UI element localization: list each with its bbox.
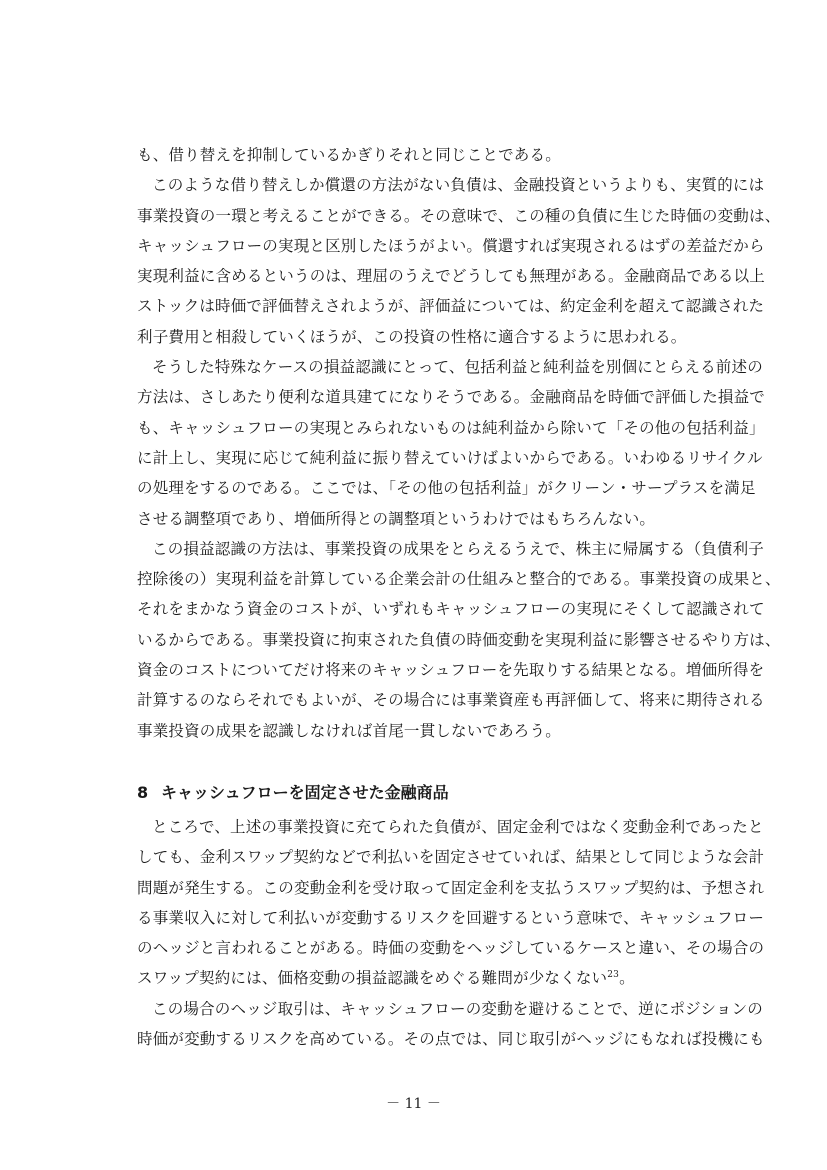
text-segment: 。: [619, 969, 635, 988]
text-line: この場合のヘッジ取引は、キャッシュフローの変動を避けることで、逆にポジションの: [152, 999, 763, 1018]
text-line-with-footnote: [137, 963, 782, 993]
section-heading: [137, 778, 782, 808]
text-line: しても、金利スワップ契約などで利払いを固定させていれば、結果として同じような会計: [137, 848, 765, 867]
text-line: この損益認識の方法は、事業投資の成果をとらえるうえで、株主に帰属する（負債利子: [152, 539, 764, 558]
text-line: 時価が変動するリスクを高めている。その点では、同じ取引がヘッジにもなれば投機にも: [137, 1030, 765, 1049]
text-line: いるからである。事業投資に拘束された負債の時価変動を実現利益に影響させるやり方は、: [137, 630, 781, 649]
page-number: － 11 －: [386, 1096, 441, 1112]
text-line: ストックは時価で評価替えされようが、評価益については、約定金利を超えて認識された: [137, 297, 765, 316]
text-line: の処理をするのである。ここでは、「その他の包括利益」がクリーン・サープラスを満足: [137, 479, 756, 498]
text-line: 資金のコストについてだけ将来のキャッシュフローを先取りする結果となる。増価所得を: [137, 661, 765, 680]
footnote-marker[interactable]: 23: [607, 970, 620, 981]
text-line: そうした特殊なケースの損益認識にとって、包括利益と純利益を別個にとらえる前述の: [152, 358, 763, 377]
text-line: 事業投資の一環と考えることができる。その意味で、この種の負債に生じた時価の変動は、: [137, 206, 781, 225]
text-line: 計算するのならそれでもよいが、その場合には事業資産も再評価して、将来に期待される: [137, 691, 765, 710]
paragraph-comprehensive-income: [137, 352, 782, 534]
text-line: させる調整項であり、増価所得との調整項というわけではもちろんない。: [137, 509, 656, 528]
paragraph-continuation: [137, 140, 782, 170]
text-line: ところで、上述の事業投資に充てられた負債が、固定金利ではなく変動金利であったと: [152, 817, 764, 836]
paragraph-hedge-transaction: [137, 994, 782, 1055]
text-line: 問題が発生する。この変動金利を受け取って固定金利を支払うスワップ契約は、予想され: [137, 878, 765, 897]
text-line: に計上し、実現に応じて純利益に振り替えていけばよいからである。いわゆるリサイクル: [137, 448, 763, 467]
text-line: 利子費用と相殺していくほうが、この投資の性格に適合するように思われる。: [137, 327, 687, 346]
text-line: キャッシュフローの実現と区別したほうがよい。償還すれば実現されるはずの差益だから: [137, 236, 765, 255]
body-text: [137, 140, 782, 1054]
paragraph-interest-swap: [137, 812, 782, 994]
section-number: 8: [137, 782, 149, 802]
text-line: このような借り替えしか償還の方法がない負債は、金融投資というよりも、実質的には: [152, 176, 765, 195]
paragraph-income-recognition: [137, 534, 782, 746]
text-line: 方法は、さしあたり便利な道具建てになりそうである。金融商品を時価で評価した損益で: [137, 388, 766, 407]
text-line: それをまかなう資金のコストが、いずれもキャッシュフローの実現にそくして認識されて: [137, 600, 765, 619]
text-line: 実現利益に含めるというのは、理屈のうえでどうしても無理がある。金融商品である以上: [137, 267, 766, 286]
text-line: も、借り替えを抑制しているかぎりそれと同じことである。: [137, 146, 561, 164]
text-line: る事業収入に対して利払いが変動するリスクを回避するという意味で、キャッシュフロー: [137, 908, 765, 927]
text-line: 事業投資の成果を認識しなければ首尾一貫しないであろう。: [137, 721, 561, 740]
text-line: のヘッジと言われることがある。時価の変動をヘッジしているケースと違い、その場合の: [137, 939, 765, 958]
text-segment: スワップ契約には、価格変動の損益認識をめぐる難問が少なくない: [137, 969, 608, 988]
section-title: キャッシュフローを固定させた金融商品: [161, 782, 449, 802]
text-line: 控除後の）実現利益を計算している企業会計の仕組みと整合的である。事業投資の成果と、: [137, 570, 781, 589]
text-line: も、キャッシュフローの実現とみられないものは純利益から除いて「その他の包括利益」: [137, 418, 765, 437]
paragraph-debt-refinancing: [137, 170, 782, 352]
